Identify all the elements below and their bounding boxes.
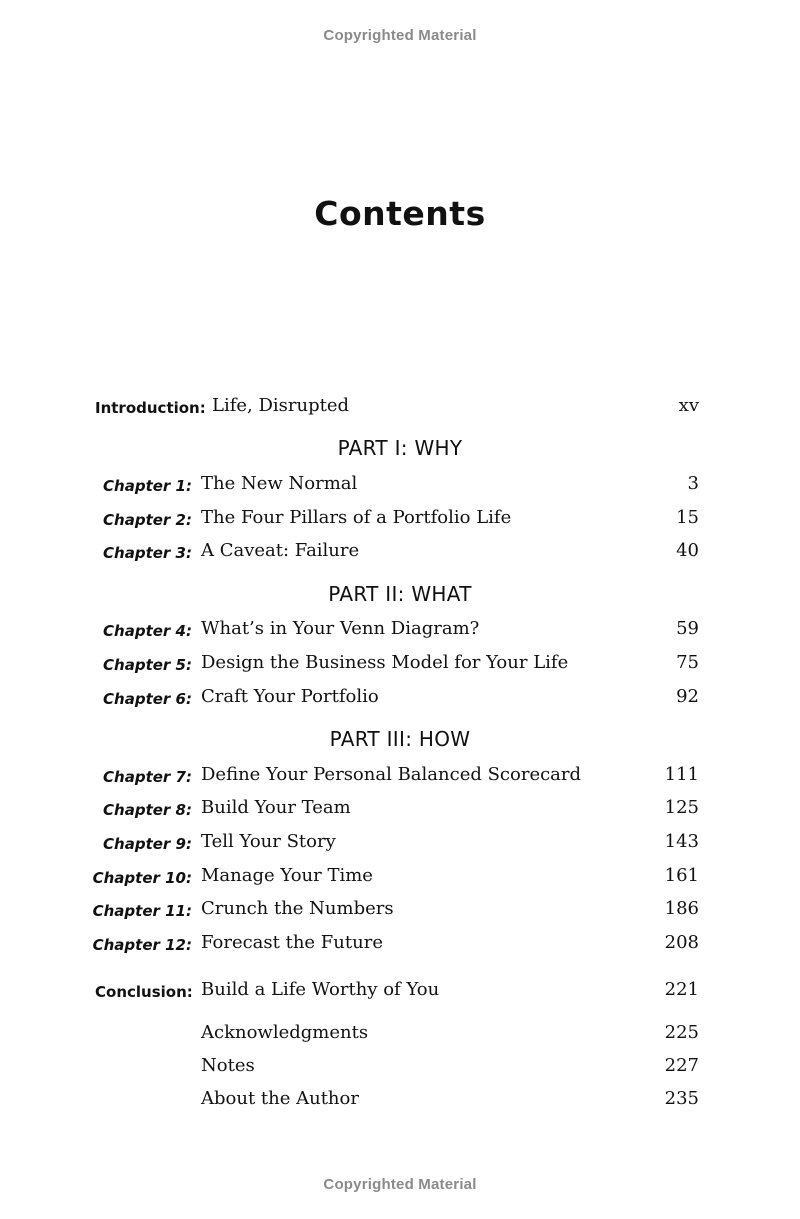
entry-title: The Four Pillars of a Portfolio Life: [201, 507, 512, 528]
entry-page: 221: [664, 979, 699, 1000]
toc-entry-back-matter[interactable]: [0, 1052, 800, 1082]
entry-page: 15: [676, 507, 699, 528]
toc-entry-back-matter[interactable]: [0, 1019, 800, 1049]
entry-label: Chapter 8:: [103, 801, 192, 819]
entry-label: Chapter 7:: [103, 768, 192, 786]
entry-label: Chapter 10:: [92, 869, 192, 887]
entry-title: The New Normal: [201, 473, 358, 494]
entry-label: Chapter 2:: [103, 511, 192, 529]
entry-title: Define Your Personal Balanced Scorecard: [201, 764, 582, 785]
part-heading: PART III: HOW: [329, 727, 471, 751]
entry-label: Conclusion:: [95, 983, 193, 1001]
entry-page: 59: [676, 618, 699, 639]
entry-page: 208: [664, 932, 699, 953]
part-heading: PART I: WHY: [337, 436, 463, 460]
entry-title: Acknowledgments: [201, 1022, 369, 1043]
entry-page: 143: [664, 831, 699, 852]
entry-label: Chapter 9:: [103, 835, 192, 853]
entry-page: 227: [664, 1055, 699, 1076]
entry-page: 235: [664, 1088, 699, 1109]
copyright-watermark-top: Copyrighted Material: [323, 27, 477, 44]
page-title: Contents: [314, 194, 486, 233]
toc-entry-chapter[interactable]: [0, 615, 800, 645]
entry-page: 92: [676, 686, 699, 707]
entry-title: Design the Business Model for Your Life: [201, 652, 569, 673]
entry-label: Chapter 6:: [103, 690, 192, 708]
toc-entry-chapter[interactable]: [0, 828, 800, 858]
entry-title: Craft Your Portfolio: [201, 686, 379, 707]
entry-label: Chapter 3:: [103, 544, 192, 562]
toc-entry-conclusion[interactable]: [0, 976, 800, 1006]
entry-title: Manage Your Time: [201, 865, 373, 886]
entry-title: Build Your Team: [201, 797, 351, 818]
entry-title: Build a Life Worthy of You: [201, 979, 440, 1000]
entry-title: Notes: [201, 1055, 255, 1076]
toc-entry-chapter[interactable]: [0, 683, 800, 713]
entry-label: Introduction:: [95, 399, 206, 417]
toc-entry-chapter[interactable]: [0, 649, 800, 679]
toc-entry-chapter[interactable]: [0, 470, 800, 500]
entry-label: Chapter 5:: [103, 656, 192, 674]
entry-label: Chapter 12:: [92, 936, 192, 954]
entry-label: Chapter 4:: [103, 622, 192, 640]
entry-title: Forecast the Future: [201, 932, 383, 953]
entry-label: Chapter 1:: [103, 477, 192, 495]
entry-page: 186: [664, 898, 699, 919]
toc-entry-chapter[interactable]: [0, 862, 800, 892]
toc-entry-chapter[interactable]: [0, 794, 800, 824]
entry-page: 75: [676, 652, 699, 673]
entry-title: Tell Your Story: [201, 831, 336, 852]
copyright-watermark-bottom: Copyrighted Material: [323, 1176, 477, 1193]
toc-entry-introduction[interactable]: [0, 392, 800, 422]
entry-page: 161: [664, 865, 699, 886]
entry-title: Crunch the Numbers: [201, 898, 394, 919]
entry-label: Chapter 11:: [92, 902, 192, 920]
toc-entry-chapter[interactable]: [0, 537, 800, 567]
toc-entry-back-matter[interactable]: [0, 1085, 800, 1115]
entry-page: 40: [676, 540, 699, 561]
toc-entry-chapter[interactable]: [0, 504, 800, 534]
part-heading: PART II: WHAT: [328, 582, 472, 606]
entry-page: 3: [687, 473, 699, 494]
toc-entry-chapter[interactable]: [0, 895, 800, 925]
entry-title: What’s in Your Venn Diagram?: [201, 618, 480, 639]
entry-page: 125: [664, 797, 699, 818]
entry-page: xv: [678, 395, 699, 416]
entry-page: 225: [664, 1022, 699, 1043]
toc-entry-chapter[interactable]: [0, 761, 800, 791]
toc-entry-chapter[interactable]: [0, 929, 800, 959]
entry-title: A Caveat: Failure: [201, 540, 360, 561]
entry-title: Life, Disrupted: [212, 395, 350, 416]
entry-title: About the Author: [201, 1088, 359, 1109]
entry-page: 111: [664, 764, 699, 785]
